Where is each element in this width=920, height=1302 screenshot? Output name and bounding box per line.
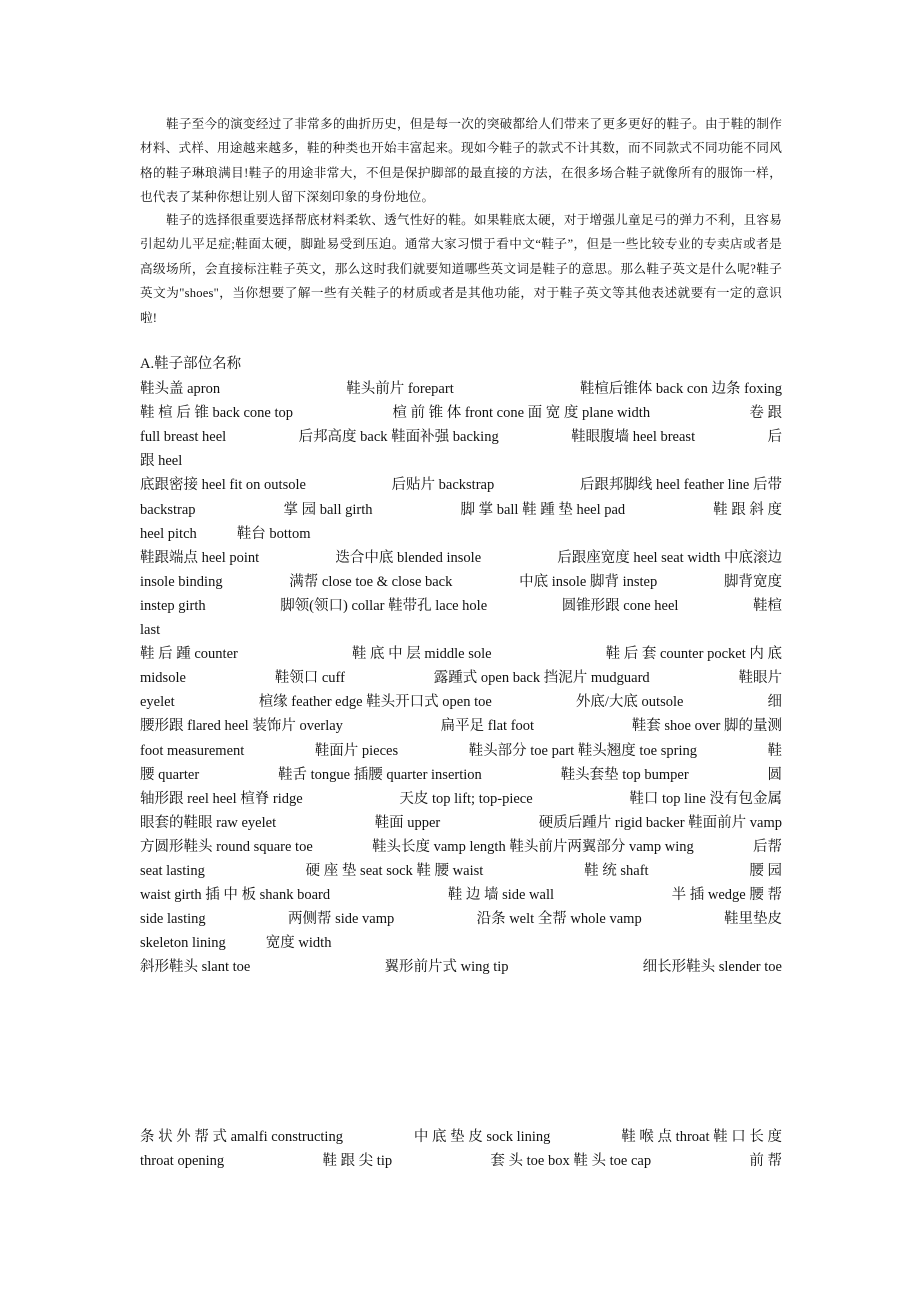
term-line [140, 401, 782, 425]
term-segment: 前 帮 [749, 1153, 782, 1170]
term-line [140, 546, 782, 570]
term-segment: 楦 前 锥 体 front cone 面 宽 度 plane width [392, 405, 651, 422]
term-segment: 斜形鞋头 slant toe [140, 959, 251, 976]
term-segment: 楦缘 feather edge 鞋头开口式 open toe [258, 694, 492, 711]
term-segment: backstrap [140, 501, 196, 518]
term-segment: 圆锥形跟 cone heel [561, 597, 679, 614]
term-segment: 鞋 统 shaft [584, 863, 649, 879]
term-line [140, 522, 782, 546]
term-line [140, 1125, 782, 1149]
term-segment: 鞋口 top line 没有包金属 [629, 790, 782, 807]
term-segment: 细长形鞋头 slender toe [642, 959, 782, 976]
term-segment: 条 状 外 帮 式 amalfi constructing [140, 1129, 343, 1145]
term-segment: 后邦高度 back 鞋面补强 backing [298, 429, 499, 446]
term-segment: 鞋面片 pieces [314, 742, 399, 759]
term-segment: 眼套的鞋眼 raw eyelet [140, 814, 277, 831]
term-segment: 腰形跟 flared heel 装饰片 overlay [140, 718, 343, 735]
term-segment: heel pitch [140, 525, 197, 542]
term-segment: 硬 座 垫 seat sock 鞋 腰 waist [305, 863, 484, 879]
term-segment: foot measurement [140, 742, 245, 759]
term-line [140, 570, 782, 594]
term-segment: 鞋里垫皮 [724, 911, 782, 928]
term-segment: 鞋头部分 toe part 鞋头翘度 toe spring [468, 742, 697, 759]
term-segment: 后帮 [753, 838, 782, 855]
term-segment: 鞋跟端点 heel point [140, 549, 260, 566]
term-segment: 鞋楦后锥体 back con 边条 foxing [579, 381, 782, 397]
term-segment: 后跟邦脚线 heel feather line 后带 [579, 477, 782, 494]
term-segment: 脚领(领口) collar 鞋带孔 lace hole [280, 597, 488, 614]
term-segment: 鞋舌 tongue 插腰 quarter insertion [278, 766, 482, 783]
term-segment: 底跟密接 heel fit on outsole [140, 477, 306, 494]
term-line [140, 473, 782, 497]
term-segment: 后跟座宽度 heel seat width 中底滚边 [557, 549, 782, 566]
term-line [140, 618, 782, 642]
term-line [140, 931, 782, 955]
term-line [140, 425, 782, 449]
term-segment: 硬质后踵片 rigid backer 鞋面前片 vamp [538, 814, 782, 831]
term-line [140, 1149, 782, 1173]
term-segment: 跟 heel [140, 453, 183, 470]
term-segment: 鞋 跟 尖 tip [322, 1153, 393, 1170]
term-segment: 天皮 top lift; top-piece [399, 790, 533, 807]
term-segment: 圆 [767, 766, 782, 783]
term-segment: 腰 园 [749, 863, 782, 879]
term-segment: 鞋套 shoe over 脚的量测 [631, 718, 782, 735]
term-line [140, 449, 782, 473]
term-line [140, 763, 782, 787]
term-segment: instep girth [140, 597, 206, 614]
section-heading: A.鞋子部位名称 [140, 356, 242, 372]
term-segment: throat opening [140, 1153, 225, 1170]
term-segment: 后 [767, 429, 782, 446]
term-segment: 翼形前片式 wing tip [384, 959, 509, 976]
term-segment: 脚 掌 ball 鞋 踵 垫 heel pad [460, 501, 626, 518]
term-segment: 鞋台 bottom [236, 525, 311, 542]
term-segment: 卷 跟 [749, 405, 782, 422]
term-line [140, 690, 782, 714]
term-segment: 半 插 wedge 腰 帮 [671, 887, 782, 904]
term-segment: skeleton lining [140, 935, 226, 952]
term-segment: 沿条 welt 全帮 whole vamp [476, 911, 642, 928]
term-segment: 鞋领口 cuff [274, 670, 345, 687]
term-line [140, 907, 782, 931]
term-segment: seat lasting [140, 863, 205, 879]
term-line [140, 666, 782, 690]
term-line [140, 955, 782, 979]
term-segment: 鞋眼腹墙 heel breast [571, 429, 696, 446]
term-segment: 鞋头长度 vamp length 鞋头前片两翼部分 vamp wing [371, 838, 694, 855]
term-line [140, 883, 782, 907]
intro-paragraph-2: 鞋子的选择很重要选择帮底材料柔软、透气性好的鞋。如果鞋底太硬，对于增强儿童足弓的弹力不利，且容易引起幼儿平足症;鞋面太硬，脚趾易受到压迫。通常大家习惯于看中文“鞋子”，但是一些比较专业的专卖店或者是高级场所，会直接标注鞋子英文，那么这时我们就要知道哪些英文词是鞋子的意思。那么鞋子英文是什么呢?鞋子英文为"shoes"，当你想要了解一些有关鞋子的材质或者是其他功能，对于鞋子英文等其他表述就要有一定的意识啦! [140, 213, 782, 325]
term-segment: eyelet [140, 694, 175, 711]
term-segment: 鞋头前片 forepart [346, 381, 454, 397]
term-segment: 套 头 toe box 鞋 头 toe cap [490, 1153, 652, 1170]
intro-paragraph-1: 鞋子至今的演变经过了非常多的曲折历史，但是每一次的突破都给人们带来了更多更好的鞋子。由于鞋的制作材料、式样、用途越来越多，鞋的种类也开始丰富起来。现如今鞋子的款式不计其数，而不同款式不同功能不同风格的鞋子琳琅满目!鞋子的用途非常大，不但是保护脚部的最直接的方法，在很多场合鞋子就像所有的服饰一样，也代表了某种你想让别人留下深刻印象的身份地位。 [140, 117, 782, 205]
term-segment: 鞋面 upper [374, 814, 441, 831]
term-segment: 脚背宽度 [723, 573, 782, 590]
term-segment: insole binding [140, 573, 223, 590]
term-line [140, 377, 782, 401]
term-segment: midsole [140, 670, 186, 687]
term-segment: waist girth 插 中 板 shank board [140, 887, 331, 904]
term-segment: 扁平足 flat foot [440, 718, 535, 735]
term-line [140, 642, 782, 666]
term-segment: 后贴片 backstrap [391, 477, 495, 494]
term-segment: full breast heel [140, 429, 227, 446]
term-segment: last [140, 622, 161, 638]
term-segment: 轴形跟 reel heel 楦脊 ridge [140, 790, 303, 807]
term-segment: 宽度 width [265, 935, 332, 952]
term-segment: 鞋 跟 斜 度 [713, 501, 782, 518]
term-segment: 方圆形鞋头 round square toe [140, 838, 313, 855]
term-segment: 迭合中底 blended insole [335, 549, 482, 566]
term-segment: 鞋 楦 后 锥 back cone top [140, 405, 294, 422]
term-segment: 鞋眼片 [738, 670, 782, 687]
term-segment: 鞋 后 踵 counter [140, 646, 238, 663]
term-segment: 鞋 边 墙 side wall [447, 887, 555, 904]
term-segment: 外底/大底 outsole [575, 694, 684, 711]
term-segment: 满帮 close toe & close back [289, 573, 453, 590]
term-segment: 鞋头盖 apron [140, 381, 221, 397]
term-segment: 中底 insole 脚背 instep [519, 573, 658, 590]
term-line [140, 835, 782, 859]
term-segment: 细 [767, 694, 782, 711]
term-segment: 腰 quarter [140, 766, 200, 783]
term-line [140, 859, 782, 883]
term-segment: 两侧帮 side vamp [287, 911, 395, 928]
term-segment: 露踵式 open back 挡泥片 mudguard [433, 670, 650, 687]
term-line [140, 811, 782, 835]
term-segment: 鞋楦 [753, 597, 782, 614]
term-segment: side lasting [140, 911, 206, 928]
term-segment: 鞋 [767, 742, 782, 759]
term-segment: 鞋 底 中 层 middle sole [351, 646, 492, 663]
term-segment: 掌 园 ball girth [283, 501, 373, 518]
term-line [140, 787, 782, 811]
term-line [140, 498, 782, 522]
term-line [140, 714, 782, 738]
term-segment: 中 底 垫 皮 sock lining [413, 1129, 551, 1145]
term-segment: 鞋 后 套 counter pocket 内 底 [605, 646, 782, 663]
term-segment: 鞋 喉 点 throat 鞋 口 长 度 [621, 1129, 782, 1145]
term-line [140, 739, 782, 763]
term-segment: 鞋头套垫 top bumper [560, 766, 689, 783]
term-line [140, 594, 782, 618]
